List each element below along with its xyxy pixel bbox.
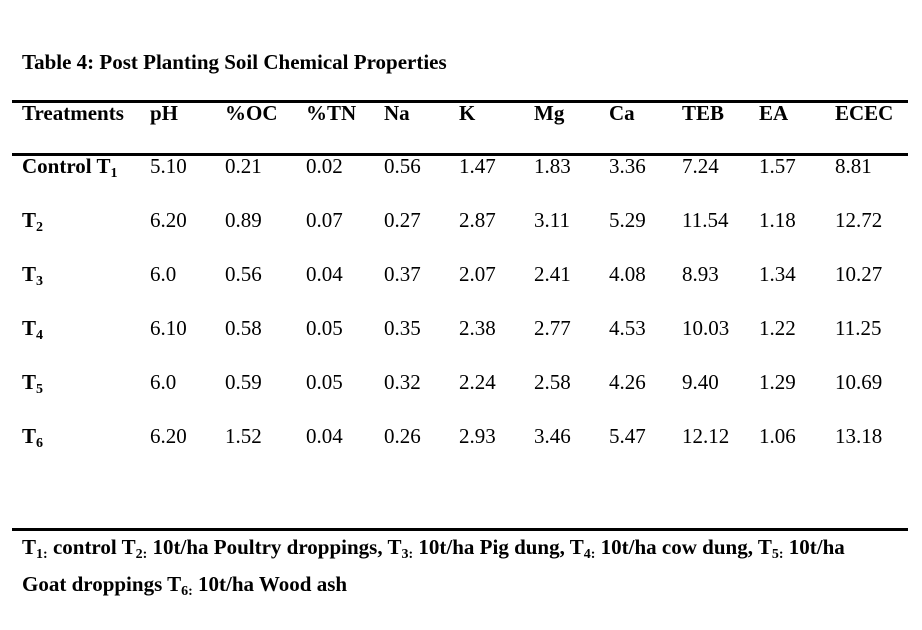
cell-ea: 1.57 — [759, 154, 796, 178]
cell-teb: 8.93 — [682, 262, 719, 286]
cell-teb: 12.12 — [682, 424, 730, 448]
treatment-cell — [22, 370, 43, 395]
cell-ecec: 13.18 — [835, 424, 883, 448]
cell-ecec: 8.81 — [835, 154, 872, 178]
treatment-subscript: 4 — [36, 328, 44, 343]
header-teb: TEB — [682, 101, 725, 125]
cell-mg: 2.41 — [534, 262, 571, 286]
table-row — [0, 208, 922, 238]
footnote-subscript: 4: — [583, 547, 596, 562]
treatment-cell — [22, 154, 118, 179]
cell-teb: 11.54 — [682, 208, 729, 232]
treatment-subscript: 2 — [36, 220, 44, 235]
table-row — [0, 154, 922, 184]
cell-na: 0.56 — [384, 154, 421, 178]
treatment-label: T — [22, 424, 37, 448]
cell-k: 2.93 — [459, 424, 496, 448]
footnote-text: T — [22, 535, 37, 559]
treatment-label: Control T — [22, 154, 111, 178]
cell-na: 0.35 — [384, 316, 421, 340]
cell-mg: 3.11 — [534, 208, 570, 232]
footnote-line-2 — [22, 572, 347, 597]
cell-ca: 4.08 — [609, 262, 646, 286]
cell-na: 0.37 — [384, 262, 421, 286]
cell-oc: 0.56 — [225, 262, 262, 286]
header-ph: pH — [150, 101, 179, 125]
cell-tn: 0.02 — [306, 154, 343, 178]
footnote-text: 10t/ha Poultry droppings, T — [147, 535, 402, 559]
cell-ea: 1.06 — [759, 424, 796, 448]
cell-ph: 6.0 — [150, 370, 177, 394]
header-mg: Mg — [534, 101, 565, 125]
cell-ea: 1.18 — [759, 208, 796, 232]
footnote-text: 10t/ha Wood ash — [192, 572, 348, 596]
table-row — [0, 424, 922, 454]
cell-tn: 0.04 — [306, 262, 343, 286]
footnote-subscript: 6: — [181, 584, 193, 599]
cell-tn: 0.05 — [306, 316, 343, 340]
cell-oc: 1.52 — [225, 424, 262, 448]
table-row — [0, 316, 922, 346]
cell-na: 0.26 — [384, 424, 421, 448]
cell-mg: 1.83 — [534, 154, 571, 178]
header-tn: %TN — [306, 101, 357, 125]
cell-ph: 5.10 — [150, 154, 187, 178]
treatment-subscript: 6 — [36, 436, 44, 451]
cell-mg: 3.46 — [534, 424, 571, 448]
cell-ph: 6.0 — [150, 262, 177, 286]
table-header-row — [0, 100, 922, 130]
cell-k: 2.87 — [459, 208, 496, 232]
treatment-label: T — [22, 262, 37, 286]
treatment-subscript: 5 — [36, 382, 44, 397]
cell-ca: 4.53 — [609, 316, 646, 340]
cell-ecec: 10.27 — [835, 262, 883, 286]
cell-teb: 10.03 — [682, 316, 730, 340]
cell-ph: 6.20 — [150, 424, 187, 448]
footnote-subscript: 2: — [135, 547, 148, 562]
footnote-subscript: 3: — [401, 547, 414, 562]
treatment-subscript: 3 — [36, 274, 44, 289]
table-caption: Table 4: Post Planting Soil Chemical Properties — [22, 50, 447, 74]
cell-tn: 0.04 — [306, 424, 343, 448]
treatment-label: T — [22, 316, 37, 340]
cell-tn: 0.05 — [306, 370, 343, 394]
cell-teb: 7.24 — [682, 154, 719, 178]
treatment-subscript: 1 — [110, 166, 118, 181]
cell-oc: 0.59 — [225, 370, 262, 394]
table-row — [0, 370, 922, 400]
cell-tn: 0.07 — [306, 208, 343, 232]
cell-ph: 6.20 — [150, 208, 187, 232]
cell-ecec: 10.69 — [835, 370, 883, 394]
header-na: Na — [384, 101, 410, 125]
cell-teb: 9.40 — [682, 370, 719, 394]
treatment-label: T — [22, 370, 37, 394]
footnote-text: 10t/ha cow dung, T — [595, 535, 772, 559]
footnote-subscript: 5: — [771, 547, 784, 562]
treatment-cell — [22, 208, 43, 233]
cell-ea: 1.22 — [759, 316, 796, 340]
header-treatments: Treatments — [22, 101, 124, 125]
cell-oc: 0.58 — [225, 316, 262, 340]
cell-k: 2.38 — [459, 316, 496, 340]
header-oc: %OC — [225, 101, 278, 125]
treatment-label: T — [22, 208, 37, 232]
cell-ca: 4.26 — [609, 370, 646, 394]
cell-ca: 5.29 — [609, 208, 646, 232]
cell-oc: 0.21 — [225, 154, 262, 178]
cell-oc: 0.89 — [225, 208, 262, 232]
cell-ph: 6.10 — [150, 316, 187, 340]
treatment-cell — [22, 316, 43, 341]
cell-mg: 2.77 — [534, 316, 571, 340]
footnote-text: Goat droppings T — [22, 572, 182, 596]
header-ecec: ECEC — [835, 101, 894, 125]
footnote-text: control T — [47, 535, 136, 559]
footnote-line-1 — [22, 535, 845, 560]
treatment-cell — [22, 424, 43, 449]
cell-k: 2.24 — [459, 370, 496, 394]
footnote-subscript: 1: — [36, 547, 48, 562]
cell-ca: 3.36 — [609, 154, 646, 178]
cell-ca: 5.47 — [609, 424, 646, 448]
cell-ea: 1.34 — [759, 262, 796, 286]
treatment-cell — [22, 262, 43, 287]
cell-k: 1.47 — [459, 154, 496, 178]
cell-na: 0.32 — [384, 370, 421, 394]
cell-k: 2.07 — [459, 262, 496, 286]
table-row — [0, 262, 922, 292]
cell-ecec: 11.25 — [835, 316, 882, 340]
cell-mg: 2.58 — [534, 370, 571, 394]
header-ca: Ca — [609, 101, 635, 125]
header-ea: EA — [759, 101, 789, 125]
footnote-text: 10t/ha — [783, 535, 845, 559]
table-bottom-rule — [12, 528, 908, 531]
footnote-text: 10t/ha Pig dung, T — [413, 535, 584, 559]
header-k: K — [459, 101, 476, 125]
cell-ea: 1.29 — [759, 370, 796, 394]
cell-ecec: 12.72 — [835, 208, 883, 232]
cell-na: 0.27 — [384, 208, 421, 232]
